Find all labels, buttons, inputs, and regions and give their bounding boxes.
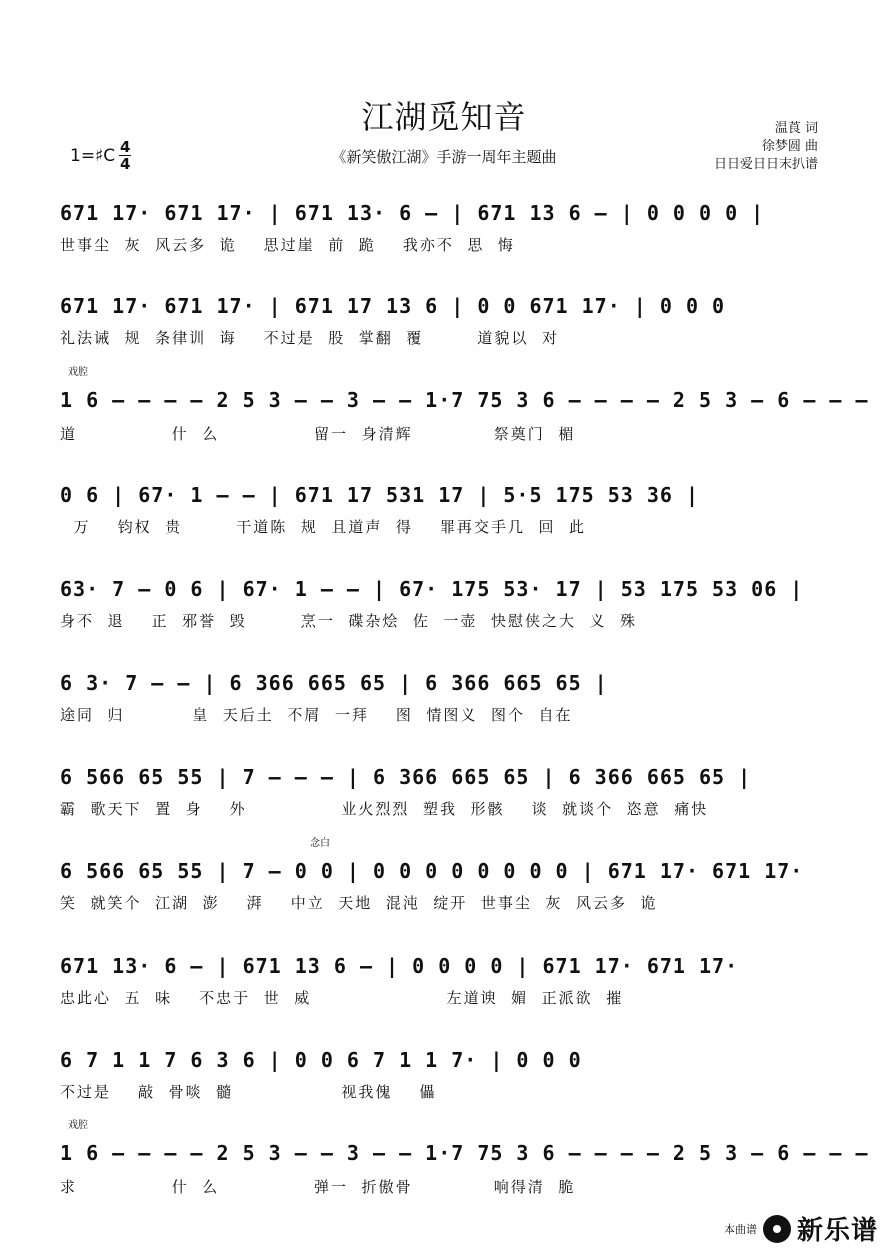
score-lyrics: 万 钧权 贵 干道陈 规 且道声 得 罪再交手几 回 此 [60, 517, 587, 536]
score-line-11 [60, 1120, 869, 1208]
score-lyrics: 途同 归 皇 天后土 不屑 一拜 图 情图义 图个 自在 [60, 705, 573, 724]
composer-credit: 徐梦圆 曲 [761, 139, 818, 154]
score-notes: 6 3· 7 – – | 6 366 665 65 | 6 366 665 65 | [60, 671, 608, 695]
time-signature-bottom: 4 [119, 155, 131, 173]
score-lyrics: 礼法诫 规 条律训 诲 不过是 股 掌翻 覆 道貌以 对 [60, 328, 559, 347]
score-line-9 [60, 951, 830, 1021]
score-notes: 1 6 – – – – 2 5 3 – – 3 – – 1·7 75 3 6 – – – – 2 5 3 – 6 – – – [60, 1141, 869, 1165]
score-lyrics: 世事尘 灰 风云多 诡 思过崖 前 跪 我亦不 思 悔 [60, 235, 515, 254]
score-notes: 671 13· 6 – | 671 13 6 – | 0 0 0 0 | 671 17· 671 17· [60, 954, 739, 978]
score-notes: 671 17· 671 17· | 671 13· 6 – | 671 13 6 – | 0 0 0 0 | [60, 201, 765, 225]
score-notes: 63· 7 – 0 6 | 67· 1 – – | 67· 175 53· 17 | 53 175 53 06 | [60, 577, 804, 601]
key-signature: 1=♯C [70, 145, 116, 166]
score-notes: 671 17· 671 17· | 671 17 13 6 | 0 0 671 17· | 0 0 0 [60, 294, 726, 318]
score-line-3 [60, 367, 869, 455]
score-line-1 [60, 198, 830, 268]
footer-label: 本曲谱 [723, 1222, 757, 1236]
vocal-style-annotation: 戏腔 [68, 367, 88, 378]
score-notes: 0 6 | 67· 1 – – | 671 17 531 17 | 5·5 175 53 36 | [60, 483, 700, 507]
lyricist-credit: 温莨 词 [774, 121, 818, 136]
score-lyrics: 道 什 么 留一 身清辉 祭奠门 楣 [60, 424, 576, 443]
vocal-style-annotation: 戏腔 [68, 1120, 88, 1131]
score-notes: 6 566 65 55 | 7 – 0 0 | 0 0 0 0 0 0 0 0 | 671 17· 671 17· [60, 859, 804, 883]
time-signature [119, 140, 131, 171]
score-line-8 [60, 838, 830, 926]
score-lyrics: 忠此心 五 味 不忠于 世 威 左道谀 媚 正派欲 摧 [60, 988, 624, 1007]
transcriber-credit: 日日爱日日末扒谱 [713, 157, 818, 172]
score-line-2 [60, 291, 830, 361]
score-line-7 [60, 762, 830, 832]
key-signature-block [70, 140, 131, 171]
score-lyrics: 身不 退 正 邪誉 毁 烹一 碟杂烩 佐 一壶 快慰侠之大 义 殊 [60, 611, 638, 630]
credits [714, 120, 818, 174]
score-lyrics: 不过是 敲 骨啖 髓 视我傀 儡 [60, 1082, 437, 1101]
score-notes: 6 566 65 55 | 7 – – – | 6 366 665 65 | 6 366 665 65 | [60, 765, 752, 789]
footer-logo [724, 1210, 878, 1247]
vocal-style-annotation: 念白 [310, 838, 330, 849]
score-line-10 [60, 1045, 830, 1115]
score-line-6 [60, 668, 830, 738]
brand-logo-text: 新乐谱 [796, 1216, 878, 1246]
score-lyrics: 求 什 么 弹一 折傲骨 响得清 脆 [60, 1177, 576, 1196]
song-subtitle: 《新笑傲江湖》手游一周年主题曲 [331, 148, 557, 166]
song-title: 江湖觅知音 [361, 98, 527, 136]
score-lyrics: 霸 歌天下 置 身 外 业火烈烈 塑我 形骸 谈 就谈个 恣意 痛快 [60, 799, 709, 818]
score-notes: 6 7 1 1 7 6 3 6 | 0 0 6 7 1 1 7· | 0 0 0 [60, 1048, 582, 1072]
score-line-5 [60, 574, 830, 644]
score-notes: 1 6 – – – – 2 5 3 – – 3 – – 1·7 75 3 6 – – – – 2 5 3 – 6 – – – [60, 388, 869, 412]
score-line-4 [60, 480, 830, 550]
record-disc-icon [763, 1215, 791, 1243]
score-lyrics: 笑 就笑个 江湖 澎 湃 中立 天地 混沌 绽开 世事尘 灰 风云多 诡 [60, 893, 658, 912]
time-signature-top: 4 [119, 138, 131, 156]
